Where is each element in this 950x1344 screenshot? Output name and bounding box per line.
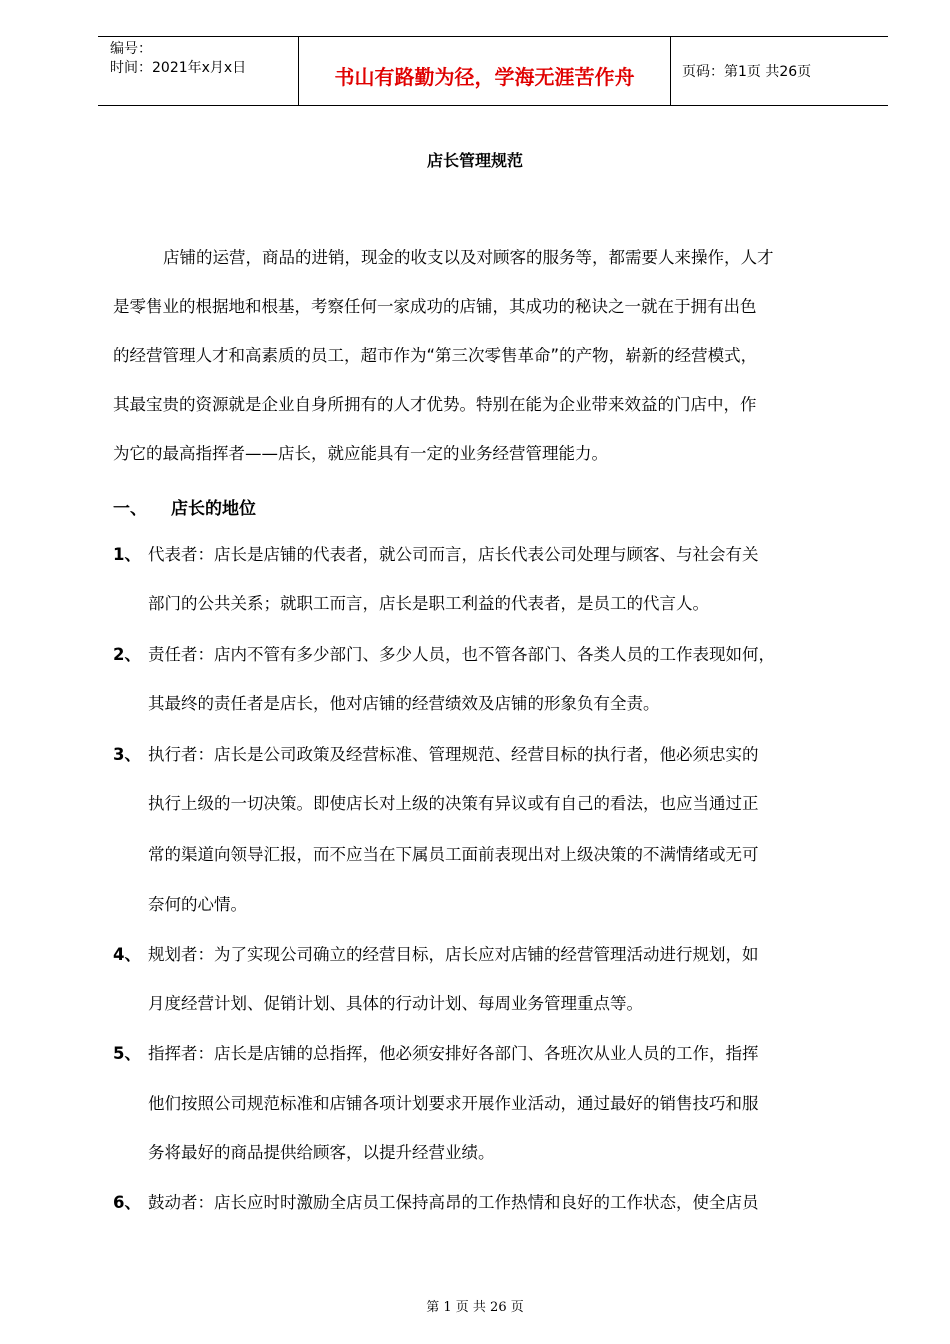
document-time-label: 时间：2021年x月x日 bbox=[110, 60, 247, 76]
section-number: 一、 bbox=[113, 499, 147, 519]
header-info-cell bbox=[98, 37, 298, 105]
section-heading bbox=[113, 494, 256, 519]
header-motto-cell bbox=[298, 37, 671, 105]
header-motto: 书山有路勤为径，学海无涯苦作舟 bbox=[334, 65, 635, 89]
item-number: 4、 bbox=[113, 945, 141, 964]
item-number: 5、 bbox=[113, 1044, 141, 1063]
item-line: 责任者：店内不管有多少部门、多少人员，也不管各部门、各类人员的工作表现如何， bbox=[148, 645, 775, 664]
document-number-label: 编号： bbox=[110, 41, 152, 57]
item-line: 常的渠道向领导汇报，而不应当在下属员工面前表现出对上级决策的不满情绪或无可 bbox=[148, 845, 759, 864]
header-page-cell bbox=[670, 37, 888, 105]
item-line: 代表者：店长是店铺的代表者，就公司而言，店长代表公司处理与顾客、与社会有关 bbox=[148, 545, 759, 564]
item-line: 月度经营计划、促销计划、具体的行动计划、每周业务管理重点等。 bbox=[148, 994, 643, 1013]
item-number: 2、 bbox=[113, 645, 141, 664]
item-line: 奈何的心情。 bbox=[148, 895, 247, 914]
item-line: 执行上级的一切决策。即使店长对上级的决策有异议或有自己的看法，也应当通过正 bbox=[148, 794, 759, 813]
item-number: 3、 bbox=[113, 745, 141, 764]
page-header bbox=[98, 36, 888, 106]
document-title: 店长管理规范 bbox=[426, 151, 523, 170]
item-line: 部门的公共关系；就职工而言，店长是职工利益的代表者，是员工的代言人。 bbox=[148, 594, 709, 613]
item-line: 鼓动者：店长应时时激励全店员工保持高昂的工作热情和良好的工作状态，使全店员 bbox=[148, 1193, 759, 1212]
item-number: 1、 bbox=[113, 545, 141, 564]
item-line: 务将最好的商品提供给顾客，以提升经营业绩。 bbox=[148, 1143, 495, 1162]
item-line: 指挥者：店长是店铺的总指挥，他必须安排好各部门、各班次从业人员的工作，指挥 bbox=[148, 1044, 759, 1063]
item-line: 执行者：店长是公司政策及经营标准、管理规范、经营目标的执行者，他必须忠实的 bbox=[148, 745, 759, 764]
intro-line: 为它的最高指挥者——店长，就应能具有一定的业务经营管理能力。 bbox=[113, 444, 608, 463]
intro-line: 店铺的运营，商品的进销，现金的收支以及对顾客的服务等，都需要人来操作，人才 bbox=[163, 248, 774, 267]
item-number: 6、 bbox=[113, 1193, 141, 1212]
page-footer: 第 1 页 共 26 页 bbox=[426, 1300, 524, 1315]
section-title: 店长的地位 bbox=[171, 499, 256, 519]
intro-line: 其最宝贵的资源就是企业自身所拥有的人才优势。特别在能为企业带来效益的门店中，作 bbox=[113, 395, 757, 414]
item-line: 其最终的责任者是店长，他对店铺的经营绩效及店铺的形象负有全责。 bbox=[148, 694, 660, 713]
header-page-label: 页码：第1页 共26页 bbox=[682, 64, 812, 80]
intro-line: 是零售业的根据地和根基，考察任何一家成功的店铺，其成功的秘诀之一就在于拥有出色 bbox=[113, 297, 757, 316]
item-line: 他们按照公司规范标准和店铺各项计划要求开展作业活动，通过最好的销售技巧和服 bbox=[148, 1094, 759, 1113]
item-line: 规划者：为了实现公司确立的经营目标，店长应对店铺的经营管理活动进行规划，如 bbox=[148, 945, 759, 964]
intro-line: 的经营管理人才和高素质的员工，超市作为“第三次零售革命”的产物，崭新的经营模式， bbox=[113, 346, 758, 365]
